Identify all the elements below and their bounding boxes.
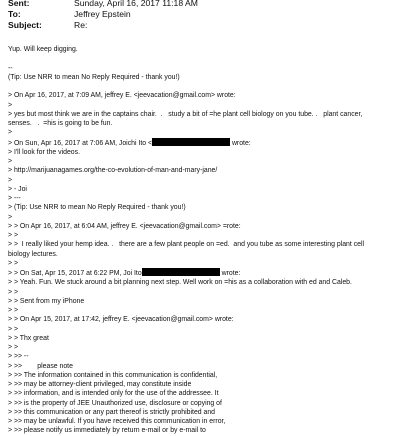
body-line [8,288,392,297]
body-line-text: > >> this communication or any part thereof is strictly prohibited and [8,408,216,416]
body-line [8,45,392,54]
body-line-text: > > [8,288,18,296]
email-body [8,45,392,436]
body-line [8,362,392,371]
body-line-text: > --- [8,195,21,202]
redaction-suffix: wrote: [219,270,241,277]
body-line-text: > > On Sat, Apr 15, 2017 at 6:22 PM, Joi Ito [8,270,142,277]
body-line-text: Yup. Will keep digging. [8,46,78,53]
body-line [8,119,392,128]
body-line-text: > >> is the property of JEE Unauthorized use, disclosure or copying of [8,399,222,407]
body-line [8,343,392,352]
body-line-text: > > Sent from my iPhone [8,297,85,305]
body-line-text: > [8,176,13,184]
redaction-suffix: wrote: [230,139,251,147]
body-line [8,157,392,166]
sent-label: Sent: [8,0,30,8]
subject-value: Re: [74,20,88,30]
body-line-text: > >> may be unlawful. If you have received this communication in error, [8,418,226,425]
body-line-text: > >> please notify us immediately by return e-mail or by e-mail to [8,427,206,435]
body-line [8,389,392,398]
body-line-text: > I'll look for the videos. [8,148,80,156]
body-line [8,334,392,343]
body-line [8,315,392,324]
body-line-text: > [8,158,13,165]
body-line-text: > http://marijuanagames.org/the-co-evolution-of-man-and-mary-jane/ [8,167,218,175]
body-line-text: > > [8,325,18,333]
body-line-text: senses. . =his is going to be fun. [8,120,113,127]
body-line [8,259,392,268]
body-line [8,138,392,148]
body-line [8,91,392,100]
body-line [8,203,392,212]
body-line [8,250,392,259]
email-header [8,0,392,31]
body-line-text: > (Tip: Use NRR to mean No Reply Required - thank you!) [8,204,186,212]
to-value: Jeffrey Epstein [74,9,131,19]
body-line-text: > > Thx great [8,334,49,342]
body-line-text: -- [8,64,13,72]
body-line-text: > >> information, and is intended only for the use of the addressee. It [8,390,219,398]
body-line-text: > > Yeah. Fun. We stuck around a bit planning next step. Well work on =his as a collaboration with ed and Caleb. [8,279,352,287]
body-line [8,380,392,389]
subject-label: Subject: [8,20,42,30]
body-line [8,426,392,435]
body-line-text: > > On Apr 16, 2017, at 6:04 AM, jeffrey E. <jeevacation@gmail.com> =rote: [8,222,241,230]
body-line-text: > On Apr 16, 2017, at 7:09 AM, jeffrey E. <jeevacation@gmail.com> wrote: [8,92,236,100]
body-line [8,408,392,417]
sent-value: Sunday, April 16, 2017 11:18 AM [74,0,198,8]
body-line-text: > > [8,307,18,314]
body-line-text: > > [8,232,18,239]
body-line [8,213,392,222]
body-line [8,185,392,194]
body-line [8,176,392,185]
body-line [8,73,392,82]
body-line [8,101,392,110]
body-line [8,64,392,73]
body-line [8,240,392,249]
body-line [8,371,392,380]
body-line-text: biology lectures. [8,250,58,258]
body-line [8,352,392,361]
body-line [8,268,392,278]
body-line-text: > >> may be attorney-client privileged, may constitute inside [8,381,192,388]
body-line-text: > [8,129,13,137]
body-line [8,278,392,287]
body-line-text: > yes but most think we are in the captains chair. . study a bit of =he plant cell biology on you tube. . plant cancer, [8,110,363,118]
body-line [8,417,392,426]
body-line-text: > >> please note [8,362,73,370]
body-line-text: > - Joi [8,185,27,193]
body-line [8,325,392,334]
body-line-text: > > [8,259,18,267]
body-line [8,306,392,315]
body-line [8,54,392,63]
body-line [8,128,392,137]
body-line-text: (Tip: Use NRR to mean No Reply Required - thank you!) [8,73,180,81]
body-line [8,148,392,157]
body-line-text: > >> -- [8,353,29,361]
body-line-text: > On Sun, Apr 16, 2017 at 7:06 AM, Joichi Ito < [8,139,153,147]
to-label: To: [8,9,21,19]
body-line [8,82,392,91]
body-line-text: > [8,213,13,221]
body-line-text: > > [8,344,18,351]
body-line [8,231,392,240]
body-line [8,297,392,306]
body-line-text: > >> The information contained in this communication is confidential, [8,371,218,379]
body-line [8,194,392,203]
body-line [8,222,392,231]
redaction-box [152,138,230,146]
body-line-text: > > I really liked your hemp idea. . there are a few plant people on =ed. and you tube as some interesting plant cell [8,241,365,249]
body-line [8,110,392,119]
redaction-box [142,268,220,276]
body-line-text: > > On Apr 15, 2017, at 17:42, jeffrey E. <jeevacation@gmail.com> wrote: [8,316,234,324]
body-line-text: > [8,101,13,109]
body-line [8,166,392,175]
